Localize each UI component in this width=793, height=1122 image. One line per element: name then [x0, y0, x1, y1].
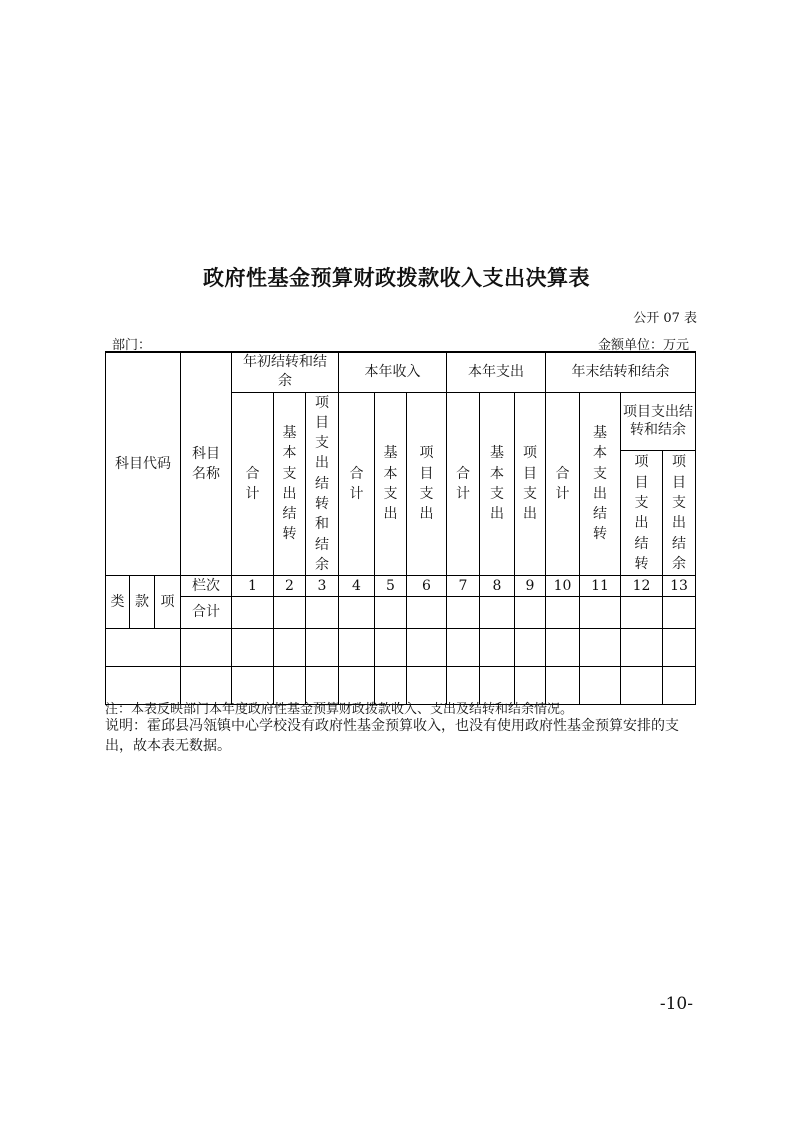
column-number: 4 [339, 576, 375, 597]
empty-cell [375, 629, 407, 667]
expense-project-header: 项目支出 [515, 392, 546, 576]
column-number-label: 栏次 [181, 576, 232, 597]
column-number: 10 [546, 576, 580, 597]
xiang-header: 项 [155, 576, 181, 629]
column-number: 1 [232, 576, 274, 597]
amount-unit-label: 金额单位：万元 [597, 338, 689, 353]
budget-table [105, 351, 696, 705]
department-label: 部门： [112, 338, 152, 353]
empty-cell [274, 629, 306, 667]
empty-cell [339, 629, 375, 667]
table-note: 注：本表反映部门本年度政府性基金预算财政拨款收入、支出及结转和结余情况。 [105, 702, 574, 717]
column-number: 5 [375, 576, 407, 597]
column-number: 8 [480, 576, 515, 597]
empty-cell [447, 597, 480, 629]
income-basic-header: 基本支出 [375, 392, 407, 576]
empty-cell [546, 597, 580, 629]
table-code: 公开 07 表 [633, 311, 697, 326]
begin-basic-carry-header: 基本支出结转 [274, 392, 306, 576]
empty-cell [232, 629, 274, 667]
end-total-header: 合计 [546, 392, 580, 576]
column-number: 3 [306, 576, 339, 597]
empty-cell [621, 597, 663, 629]
subject-name-header: 科目名称 [181, 352, 232, 576]
empty-cell [232, 597, 274, 629]
empty-cell [106, 629, 181, 667]
current-income-header: 本年收入 [339, 352, 447, 392]
end-basic-carry-header: 基本支出结转 [580, 392, 621, 576]
current-expense-header: 本年支出 [447, 352, 546, 392]
begin-project-carry-balance-header: 项目支出结转和结余 [306, 392, 339, 576]
table-row [106, 629, 696, 667]
empty-cell [306, 597, 339, 629]
empty-cell [515, 629, 546, 667]
empty-cell [480, 597, 515, 629]
end-project-carry-balance-header: 项目支出结转和结余 [621, 392, 696, 451]
empty-cell [339, 597, 375, 629]
end-project-balance-header: 项目支出结余 [663, 451, 696, 576]
total-row-label: 合计 [181, 597, 232, 629]
empty-cell [580, 597, 621, 629]
subject-code-header: 科目代码 [106, 352, 181, 576]
class-header: 类 [106, 576, 130, 629]
empty-cell [580, 629, 621, 667]
page-number: -10- [659, 994, 693, 1014]
column-number: 12 [621, 576, 663, 597]
income-total-header: 合计 [339, 392, 375, 576]
end-project-carry-header: 项目支出结转 [621, 451, 663, 576]
column-number: 7 [447, 576, 480, 597]
begin-total-header: 合计 [232, 392, 274, 576]
empty-cell [621, 629, 663, 667]
page-title: 政府性基金预算财政拨款收入支出决算表 [203, 266, 590, 290]
empty-cell [663, 629, 696, 667]
empty-cell [407, 597, 447, 629]
empty-cell [546, 629, 580, 667]
column-number: 6 [407, 576, 447, 597]
expense-total-header: 合计 [447, 392, 480, 576]
empty-cell [515, 597, 546, 629]
empty-cell [663, 597, 696, 629]
empty-cell [480, 629, 515, 667]
begin-carry-balance-header: 年初结转和结余 [232, 352, 339, 392]
income-project-header: 项目支出 [407, 392, 447, 576]
column-number: 11 [580, 576, 621, 597]
empty-cell [274, 597, 306, 629]
empty-cell [375, 597, 407, 629]
empty-cell [447, 629, 480, 667]
empty-cell [181, 629, 232, 667]
end-carry-balance-header: 年末结转和结余 [546, 352, 696, 392]
expense-basic-header: 基本支出 [480, 392, 515, 576]
column-number: 2 [274, 576, 306, 597]
empty-cell [306, 629, 339, 667]
column-number: 13 [663, 576, 696, 597]
empty-cell [407, 629, 447, 667]
column-number: 9 [515, 576, 546, 597]
kuan-header: 款 [130, 576, 155, 629]
explanation-text: 说明：霍邱县冯瓴镇中心学校没有政府性基金预算收入，也没有使用政府性基金预算安排的支出，故本表无数据。 [105, 718, 679, 754]
